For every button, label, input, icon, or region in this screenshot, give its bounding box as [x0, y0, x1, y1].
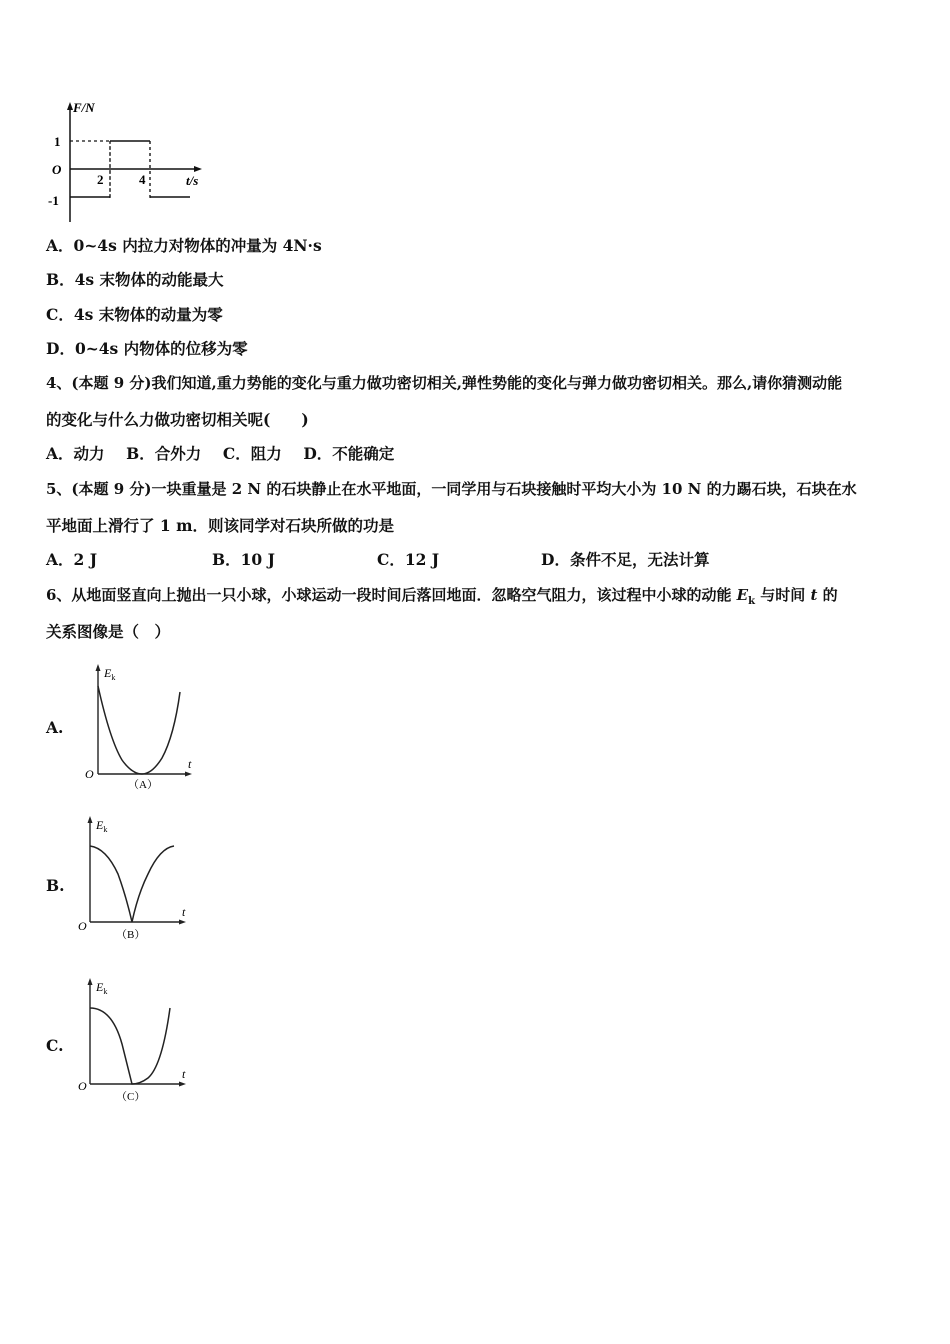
graph-a-caption: （A） [128, 779, 158, 791]
graph-c-caption: （C） [116, 1091, 146, 1103]
origin-label: O [52, 162, 62, 177]
y-axis-label: F/N [73, 100, 95, 115]
x-tick-4: 4 [139, 172, 146, 187]
graph-c-origin: O [78, 1079, 87, 1093]
q4-options [46, 444, 394, 464]
q5-stem-line2: 平地面上滑行了 1 m．则该同学对石块所做的功是 [46, 516, 394, 535]
y-tick-1: 1 [54, 134, 61, 149]
q5-option-d[interactable]: D．条件不足，无法计算 [541, 550, 710, 569]
q6-stem-line2: 关系图像是（ ） [46, 622, 171, 641]
q4-stem-line1: 4、(本题 9 分)我们知道,重力势能的变化与重力做功密切相关,弹性势能的变化与弹力做功密切相关。那么,请你猜测动能 [46, 374, 843, 392]
q6-graph-c[interactable] [76, 974, 196, 1109]
graph-a-curve [98, 686, 180, 774]
q6-option-a-label[interactable]: A. [46, 718, 64, 737]
graph-a-y-arrow [96, 664, 101, 671]
q3-option-b[interactable]: B．4s 末物体的动能最大 [46, 270, 224, 289]
graph-a-ek-label: $E_k$ [104, 666, 116, 682]
q3-option-c[interactable]: C．4s 末物体的动量为零 [46, 305, 223, 324]
graph-b-t-label: t [182, 905, 186, 919]
q5-option-c[interactable]: C．12 J [377, 550, 440, 569]
force-time-graph [40, 100, 220, 230]
graph-c-t-label: t [182, 1067, 186, 1081]
graph-b-x-arrow [179, 920, 186, 925]
graph-b-caption: （B） [116, 929, 146, 941]
graph-b-origin: O [78, 919, 87, 933]
graph-b-y-arrow [88, 816, 93, 823]
graph-c-ek-label: $E_k$ [96, 980, 108, 996]
q4-option-d[interactable]: D．不能确定 [303, 444, 395, 463]
x-axis-label: t/s [186, 173, 199, 188]
graph-c-curve [90, 1008, 170, 1084]
q5-stem-line1: 5、(本题 9 分)一块重量是 2 N 的石块静止在水平地面，一同学用与石块接触时平均大小为 10 N 的力踢石块，石块在水 [46, 480, 857, 498]
q3-option-d[interactable]: D．0~4s 内物体的位移为零 [46, 339, 248, 358]
y-tick-neg1: -1 [48, 193, 59, 208]
q5-option-a[interactable]: A．2 J [46, 550, 98, 569]
q6-stem-line1: 6、从地面竖直向上抛出一只小球，小球运动一段时间后落回地面．忽略空气阻力，该过程中小球的动能 $E_k$ 与时间 t 的 [46, 586, 838, 607]
q6-option-c-label[interactable]: C. [46, 1036, 64, 1055]
q4-stem-line2: 的变化与什么力做功密切相关呢( ) [46, 410, 309, 429]
graph-c-y-arrow [88, 978, 93, 985]
q6-option-b-label[interactable]: B. [46, 876, 65, 895]
q5-option-b[interactable]: B．10 J [212, 550, 275, 569]
graph-a-t-label: t [188, 757, 192, 771]
q6-graph-a[interactable] [80, 660, 200, 795]
graph-b-ek-label: $E_k$ [96, 818, 108, 834]
q4-option-b[interactable]: B．合外力 [126, 444, 202, 463]
q6-graph-b[interactable] [76, 812, 196, 947]
q4-option-a[interactable]: A．动力 [46, 444, 105, 463]
q3-option-a[interactable]: A．0~4s 内拉力对物体的冲量为 4N·s [46, 236, 322, 255]
x-axis-arrow [194, 166, 202, 172]
x-tick-2: 2 [97, 172, 104, 187]
graph-b-curve [90, 846, 174, 922]
q4-option-c[interactable]: C．阻力 [222, 444, 282, 463]
graph-a-origin: O [85, 767, 94, 781]
graph-c-x-arrow [179, 1082, 186, 1087]
graph-a-x-arrow [185, 772, 192, 777]
